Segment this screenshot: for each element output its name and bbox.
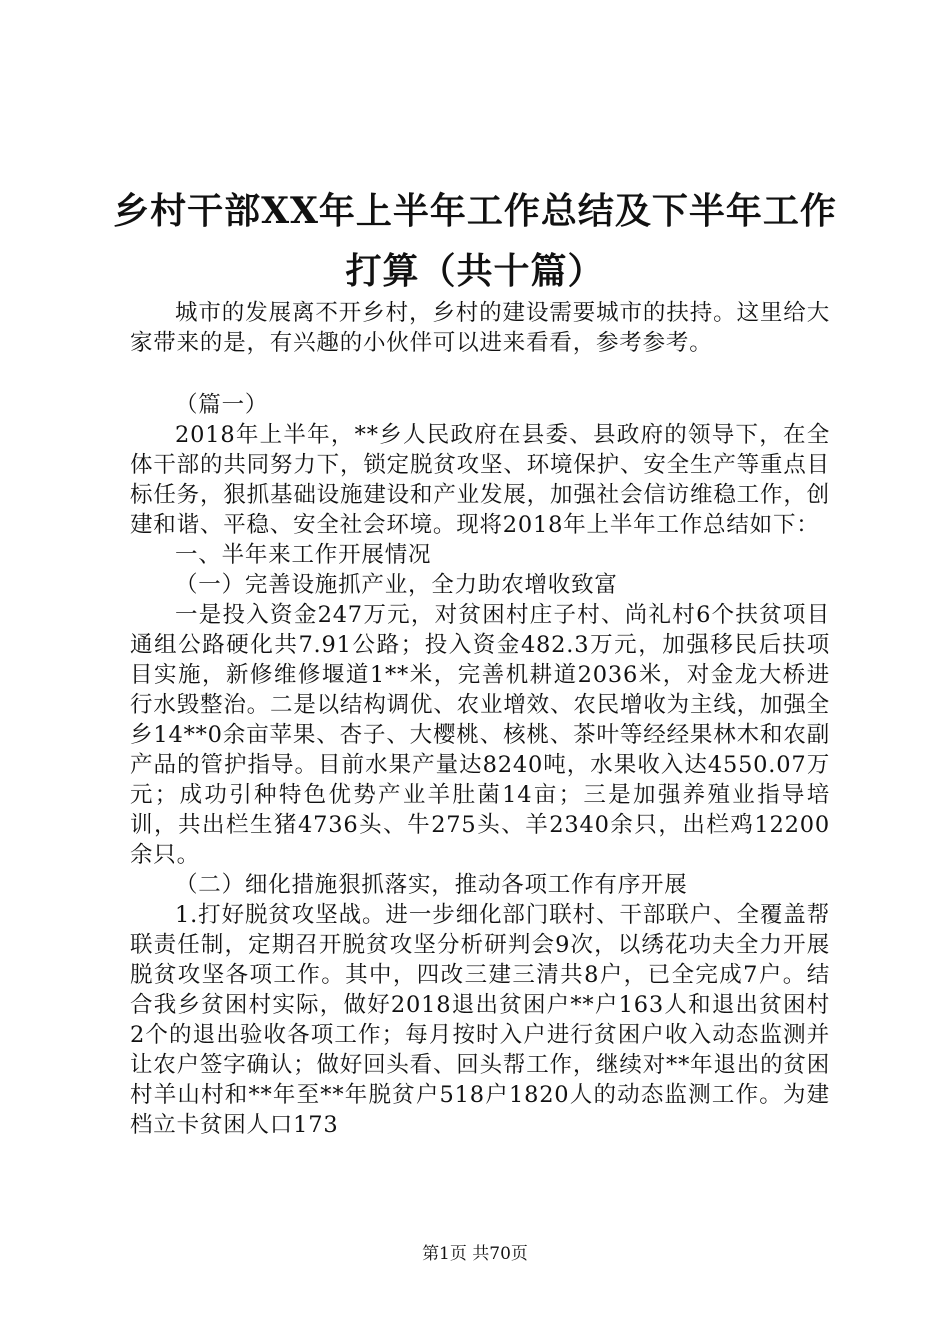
body-paragraph: 2018年上半年，**乡人民政府在县委、县政府的领导下，在全体干部的共同努力下，锁定脱贫攻坚、环境保护、安全生产等重点目标任务，狠抓基础设施建设和产业发展，加强社会信访维稳工作，创建和谐、平稳、安全社会环境。现将2018年上半年工作总结如下： — [130, 422, 830, 538]
body-paragraph: 一是投入资金247万元，对贫困村庄子村、尚礼村6个扶贫项目通组公路硬化共7.91公路；投入资金482.3万元，加强移民后扶项目实施，新修维修堰道1**米，完善机耕道2036米，对金龙大桥进行水毁整治。二是以结构调优、农业增效、农民增收为主线，加强全乡14**0余亩苹果、杏子、大樱桃、核桃、茶叶等经经果林木和农副产品的管护指导。目前水果产量达8240吨，水果收入达4550.07万元；成功引种特色优势产业羊肚菌14亩；三是加强养殖业指导培训，共出栏生猪4736头、牛275头、羊2340余只，出栏鸡12200余只。 — [130, 602, 830, 868]
document-title-line-1: 乡村干部XX年上半年工作总结及下半年工作 — [113, 190, 837, 232]
document-body — [130, 298, 830, 1140]
page-number-footer: 第1页 共70页 — [422, 1244, 528, 1264]
section-label: （篇一） — [175, 392, 269, 418]
subsection-heading: （二）细化措施狠抓落实，推动各项工作有序开展 — [175, 872, 688, 898]
body-paragraph: 1.打好脱贫攻坚战。进一步细化部门联村、干部联户、全覆盖帮联责任制，定期召开脱贫攻坚分析研判会9次，以绣花功夫全力开展脱贫攻坚各项工作。其中，四改三建三清共8户，已全完成7户。结合我乡贫困村实际，做好2018退出贫困户**户163人和退出贫困村2个的退出验收各项工作；每月按时入户进行贫困户收入动态监测并让农户签字确认；做好回头看、回头帮工作，继续对**年退出的贫困村羊山村和**年至**年脱贫户518户1820人的动态监测工作。为建档立卡贫困人口173 — [130, 902, 830, 1138]
section-heading: 一、半年来工作开展情况 — [175, 542, 432, 568]
document-title-line-2: 打算（共十篇） — [345, 250, 605, 292]
subsection-heading: （一）完善设施抓产业，全力助农增收致富 — [175, 572, 618, 598]
intro-paragraph: 城市的发展离不开乡村，乡村的建设需要城市的扶持。这里给大家带来的是，有兴趣的小伙伴可以进来看看，参考参考。 — [130, 300, 830, 356]
